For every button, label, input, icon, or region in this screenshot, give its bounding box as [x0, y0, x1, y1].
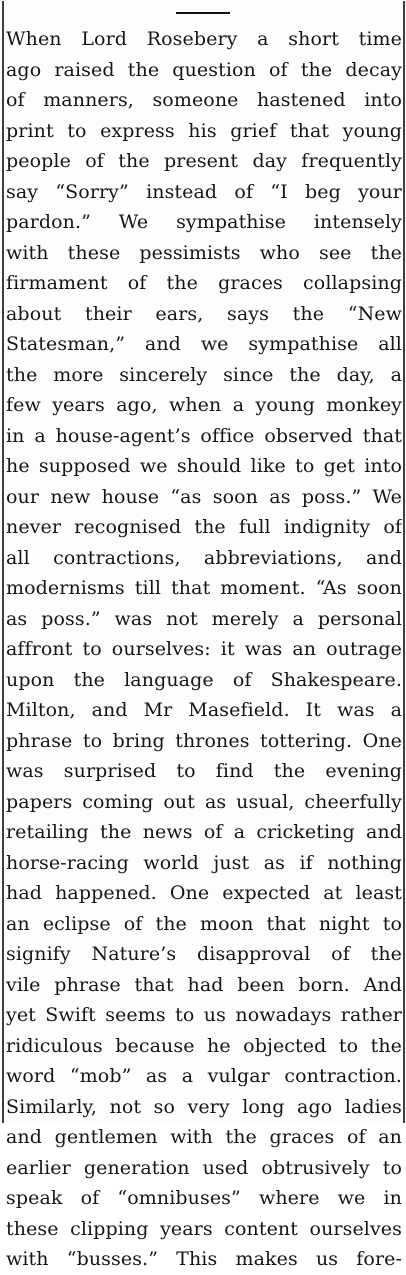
article-line: speak of “omnibuses” where we in — [6, 1187, 402, 1209]
article-line: of manners, someone hastened into — [6, 89, 402, 111]
article-line: say “Sorry” instead of “I beg your — [6, 180, 402, 203]
article-line: When Lord Rosebery a short time — [6, 28, 402, 50]
article-line: affront to ourselves: it was an outrage — [6, 638, 402, 660]
article-line: about their ears, says the “New — [6, 302, 402, 325]
article-line: never recognised the full indignity of — [6, 516, 402, 538]
article-line: an eclipse of the moon that night to — [6, 912, 402, 935]
article-line: horse-racing world just as if nothing — [6, 851, 402, 874]
article-line: all contractions, abbreviations, and — [6, 546, 402, 569]
article-line: few years ago, when a young monkey — [6, 394, 402, 416]
article-line: in a house-agent’s office observed that — [6, 424, 402, 447]
article-line: ridiculous because he objected to the — [6, 1034, 402, 1057]
article-line: had happened. One expected at least — [6, 882, 402, 904]
article-line: these clipping years content ourselves — [6, 1217, 402, 1240]
article-line: firmament of the graces collapsing — [6, 272, 402, 294]
article-line: people of the present day frequently — [6, 150, 402, 172]
article-line: phrase to bring thrones tottering. One — [6, 729, 402, 752]
article-line: Statesman,” and we sympathise all — [6, 333, 402, 355]
article-line: Similarly, not so very long ago ladies — [6, 1095, 402, 1118]
article-line: the more sincerely since the day, a — [6, 363, 402, 386]
article-line: vile phrase that had been born. And — [6, 973, 402, 996]
article-line: upon the language of Shakespeare. — [6, 668, 402, 691]
article-line: print to express his grief that young — [6, 119, 402, 142]
column-left-rule — [2, 1, 4, 1123]
article-line: ago raised the question of the decay — [6, 58, 402, 81]
article-line: was surprised to find the evening — [6, 760, 402, 782]
article-line: with “busses.” This makes us fore- — [6, 1248, 402, 1270]
article-body — [6, 24, 402, 1275]
article-separator-rule — [176, 12, 230, 14]
article-line: pardon.” We sympathise intensely — [6, 211, 402, 233]
article-line: with these pessimists who see the — [6, 241, 402, 264]
article-line: and gentlemen with the graces of an — [6, 1126, 402, 1148]
article-line: yet Swift seems to us nowadays rather — [6, 1004, 402, 1026]
article-line: our new house “as soon as poss.” We — [6, 485, 402, 508]
article-line: signify Nature’s disapproval of the — [6, 943, 402, 965]
column-right-rule — [403, 1, 405, 1123]
article-line: Milton, and Mr Masefield. It was a — [6, 699, 402, 721]
article-line: retailing the news of a cricketing and — [6, 821, 402, 843]
article-line: as poss.” was not merely a personal — [6, 607, 402, 630]
article-line: papers coming out as usual, cheerfully — [6, 790, 402, 813]
article-line: he supposed we should like to get into — [6, 455, 402, 477]
article-line: earlier generation used obtrusively to — [6, 1156, 402, 1179]
article-line: word “mob” as a vulgar contraction. — [6, 1065, 402, 1087]
article-line: modernisms till that moment. “As soon — [6, 577, 402, 599]
